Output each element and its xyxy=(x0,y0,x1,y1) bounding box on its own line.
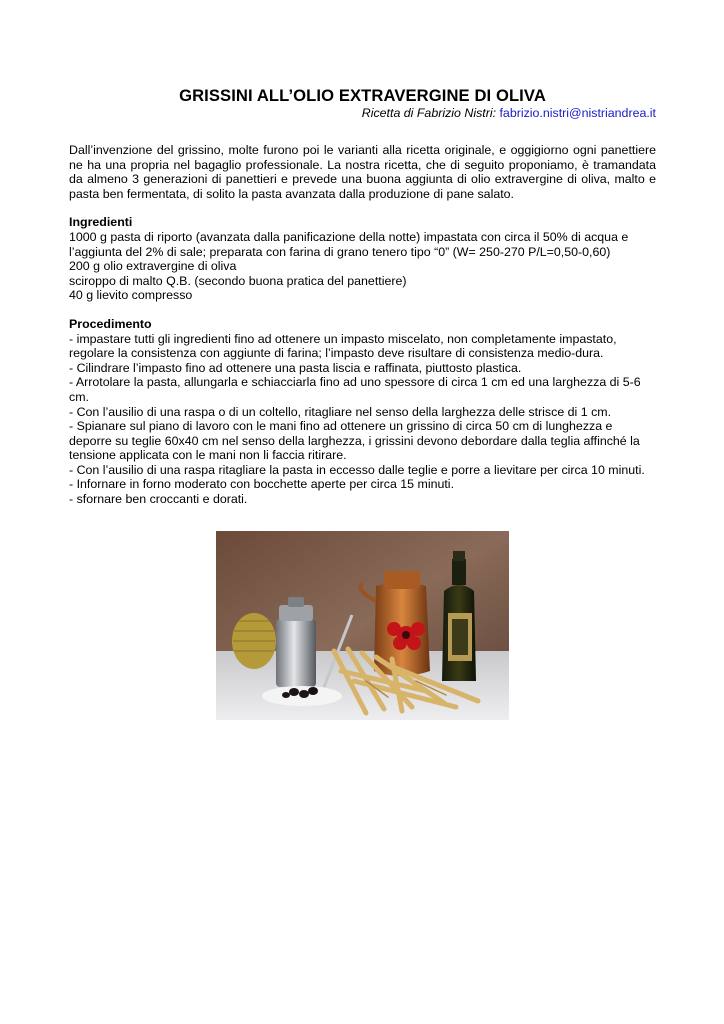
ingredients-list xyxy=(69,230,656,303)
procedure-step: - Arrotolare la pasta, allungarla e schiacciarla fino ad uno spessore di circa 1 cm ed una larghezza di 5-6 cm. xyxy=(69,375,641,404)
author-email-link[interactable]: fabrizio.nistri@nistriandrea.it xyxy=(499,106,656,120)
procedure-step: - Spianare sul piano di lavoro con le mani fino ad ottenere un grissino di circa 50 cm di lunghezza e deporre su teglie 60x40 cm nel senso della larghezza, i grissini devono debordare dalla teglia affinché la tensione applicata con le mani non li faccia ritirare. xyxy=(69,419,640,463)
ingredient-item: 200 g olio extravergine di oliva xyxy=(69,259,237,274)
photo-illustration xyxy=(216,531,509,720)
procedure-step: - sfornare ben croccanti e dorati. xyxy=(69,492,248,507)
still-life-photo xyxy=(216,531,509,720)
procedure-heading: Procedimento xyxy=(69,316,152,331)
procedure-step: - Cilindrare l’impasto fino ad ottenere una pasta liscia e raffinata, piuttosto plastica. xyxy=(69,360,522,375)
document-title: GRISSINI ALL’OLIO EXTRAVERGINE DI OLIVA xyxy=(179,86,546,105)
ingredient-item: sciroppo di malto Q.B. (secondo buona pratica del panettiere) xyxy=(69,273,407,288)
procedure-step: - Infornare in forno moderato con bocchette aperte per circa 15 minuti. xyxy=(69,477,455,492)
procedure-step: - Con l’ausilio di una raspa ritagliare la pasta in eccesso dalle teglie e porre a lievitare per circa 10 minuti. xyxy=(69,462,645,477)
procedure-step: - impastare tutti gli ingredienti fino ad ottenere un impasto miscelato, non completamente impastato, regolare la consistenza con aggiunte di farina; l’impasto deve risultare di consistenza medio-dura. xyxy=(69,331,617,361)
document-page xyxy=(69,86,656,507)
ingredient-item: 40 g lievito compresso xyxy=(69,288,193,303)
byline-author: Ricetta di Fabrizio Nistri: xyxy=(361,106,500,120)
ingredient-item: 1000 g pasta di riporto (avanzata dalla panificazione della notte) impastata con circa il 50% di acqua e l’aggiunta del 2% di sale; preparata con farina di grano tenero tipo “0” (W= 250-270 P/L=0,50-0,60) xyxy=(69,229,629,259)
intro-paragraph: Dall’invenzione del grissino, molte furono poi le varianti alla ricetta originale, e oggigiorno ogni panettiere ne ha una propria nel bagaglio professionale. La nostra ricetta, che di seguito proponiamo, è tramandata da almeno 3 generazioni di panettieri e prevede una buona aggiunta di olio extravergine di oliva, malto e pasta ben fermentata, di solito la pasta avanzata dalla produzione di pane salato. xyxy=(69,143,656,201)
byline xyxy=(69,106,656,121)
procedure-step: - Con l’ausilio di una raspa o di un coltello, ritagliare nel senso della larghezza delle strisce di 1 cm. xyxy=(69,404,612,419)
ingredients-heading: Ingredienti xyxy=(69,215,133,230)
procedure-list xyxy=(69,332,656,507)
